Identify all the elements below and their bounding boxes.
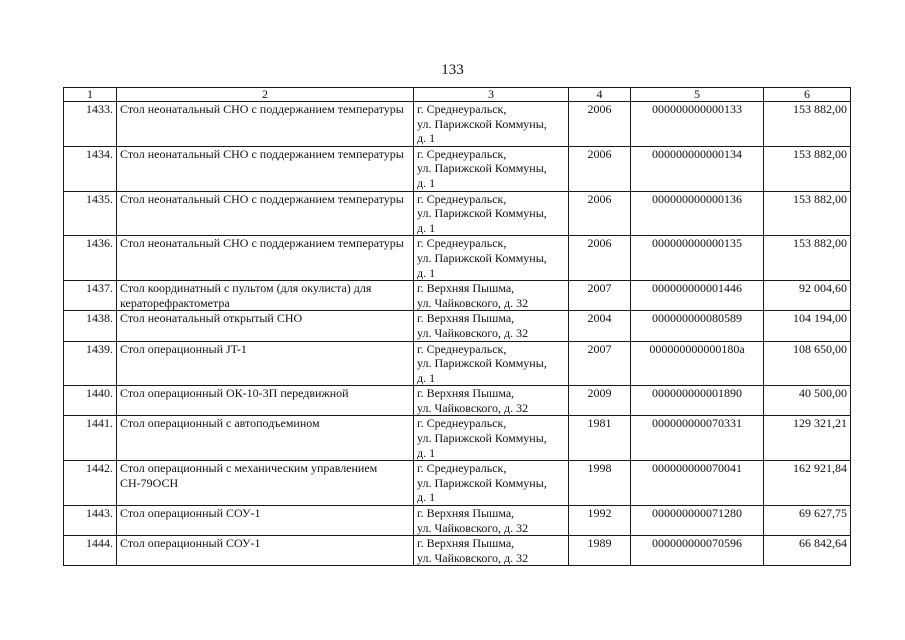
inventory-number: 000000000000135 bbox=[631, 236, 764, 281]
table-row bbox=[64, 281, 851, 311]
property-registry-table bbox=[63, 87, 851, 566]
table-row bbox=[64, 236, 851, 281]
item-name: Стол операционный с автоподъемином bbox=[117, 416, 414, 461]
item-year: 2006 bbox=[569, 236, 631, 281]
row-number: 1436. bbox=[64, 236, 117, 281]
item-cost: 162 921,84 bbox=[764, 461, 851, 506]
item-cost: 69 627,75 bbox=[764, 506, 851, 536]
table-row bbox=[64, 506, 851, 536]
item-cost: 104 194,00 bbox=[764, 311, 851, 341]
row-number: 1444. bbox=[64, 536, 117, 566]
inventory-number: 000000000001890 bbox=[631, 386, 764, 416]
item-year: 1989 bbox=[569, 536, 631, 566]
table-row bbox=[64, 311, 851, 341]
row-number: 1439. bbox=[64, 341, 117, 386]
row-number: 1443. bbox=[64, 506, 117, 536]
column-header: 1 bbox=[64, 88, 117, 102]
inventory-number: 000000000000180а bbox=[631, 341, 764, 386]
page-number: 133 bbox=[441, 62, 464, 78]
row-number: 1442. bbox=[64, 461, 117, 506]
row-number: 1434. bbox=[64, 146, 117, 191]
item-address: г. Верхняя Пышма, ул. Чайковского, д. 32 bbox=[414, 386, 569, 416]
item-name: Стол операционный с механическим управлением СН-79ОСН bbox=[117, 461, 414, 506]
column-header: 5 bbox=[631, 88, 764, 102]
item-year: 2006 bbox=[569, 191, 631, 236]
item-cost: 66 842,64 bbox=[764, 536, 851, 566]
item-name: Стол операционный СОУ-1 bbox=[117, 536, 414, 566]
item-address: г. Среднеуральск, ул. Парижской Коммуны, д. 1 bbox=[414, 461, 569, 506]
inventory-number: 000000000070041 bbox=[631, 461, 764, 506]
table-row bbox=[64, 386, 851, 416]
row-number: 1437. bbox=[64, 281, 117, 311]
item-name: Стол операционный ОК-10-3П передвижной bbox=[117, 386, 414, 416]
item-year: 2009 bbox=[569, 386, 631, 416]
item-name: Стол неонатальный СНО с поддержанием температуры bbox=[117, 102, 414, 147]
item-address: г. Верхняя Пышма, ул. Чайковского, д. 32 bbox=[414, 311, 569, 341]
row-number: 1433. bbox=[64, 102, 117, 147]
item-cost: 153 882,00 bbox=[764, 191, 851, 236]
row-number: 1441. bbox=[64, 416, 117, 461]
item-year: 2007 bbox=[569, 281, 631, 311]
item-address: г. Верхняя Пышма, ул. Чайковского, д. 32 bbox=[414, 281, 569, 311]
table-row bbox=[64, 102, 851, 147]
inventory-number: 000000000071280 bbox=[631, 506, 764, 536]
item-year: 2004 bbox=[569, 311, 631, 341]
item-cost: 129 321,21 bbox=[764, 416, 851, 461]
item-cost: 40 500,00 bbox=[764, 386, 851, 416]
item-year: 2007 bbox=[569, 341, 631, 386]
inventory-number: 000000000070331 bbox=[631, 416, 764, 461]
item-cost: 92 004,60 bbox=[764, 281, 851, 311]
item-name: Стол неонатальный СНО с поддержанием температуры bbox=[117, 191, 414, 236]
item-address: г. Среднеуральск, ул. Парижской Коммуны, д. 1 bbox=[414, 416, 569, 461]
table-row bbox=[64, 461, 851, 506]
table-row bbox=[64, 536, 851, 566]
item-name: Стол координатный с пультом (для окулиста) для кераторефрактометра bbox=[117, 281, 414, 311]
inventory-number: 000000000000134 bbox=[631, 146, 764, 191]
column-header: 2 bbox=[117, 88, 414, 102]
item-cost: 153 882,00 bbox=[764, 146, 851, 191]
item-address: г. Верхняя Пышма, ул. Чайковского, д. 32 bbox=[414, 536, 569, 566]
item-address: г. Среднеуральск, ул. Парижской Коммуны, д. 1 bbox=[414, 341, 569, 386]
item-name: Стол операционный JT-1 bbox=[117, 341, 414, 386]
table-row bbox=[64, 341, 851, 386]
item-year: 1992 bbox=[569, 506, 631, 536]
inventory-number: 000000000001446 bbox=[631, 281, 764, 311]
item-cost: 108 650,00 bbox=[764, 341, 851, 386]
item-address: г. Среднеуральск, ул. Парижской Коммуны, д. 1 bbox=[414, 191, 569, 236]
header-row bbox=[64, 88, 851, 102]
item-cost: 153 882,00 bbox=[764, 102, 851, 147]
item-year: 1981 bbox=[569, 416, 631, 461]
row-number: 1438. bbox=[64, 311, 117, 341]
inventory-number: 000000000080589 bbox=[631, 311, 764, 341]
item-address: г. Среднеуральск, ул. Парижской Коммуны, д. 1 bbox=[414, 146, 569, 191]
row-number: 1440. bbox=[64, 386, 117, 416]
item-name: Стол неонатальный открытый СНО bbox=[117, 311, 414, 341]
table-row bbox=[64, 191, 851, 236]
item-cost: 153 882,00 bbox=[764, 236, 851, 281]
item-year: 2006 bbox=[569, 102, 631, 147]
item-name: Стол неонатальный СНО с поддержанием температуры bbox=[117, 146, 414, 191]
table-row bbox=[64, 416, 851, 461]
item-year: 2006 bbox=[569, 146, 631, 191]
inventory-number: 000000000000136 bbox=[631, 191, 764, 236]
inventory-number: 000000000000133 bbox=[631, 102, 764, 147]
inventory-number: 000000000070596 bbox=[631, 536, 764, 566]
row-number: 1435. bbox=[64, 191, 117, 236]
item-address: г. Среднеуральск, ул. Парижской Коммуны, д. 1 bbox=[414, 102, 569, 147]
table-row bbox=[64, 146, 851, 191]
item-year: 1998 bbox=[569, 461, 631, 506]
item-address: г. Среднеуральск, ул. Парижской Коммуны, д. 1 bbox=[414, 236, 569, 281]
item-name: Стол неонатальный СНО с поддержанием температуры bbox=[117, 236, 414, 281]
item-name: Стол операционный СОУ-1 bbox=[117, 506, 414, 536]
column-header: 4 bbox=[569, 88, 631, 102]
item-address: г. Верхняя Пышма, ул. Чайковского, д. 32 bbox=[414, 506, 569, 536]
column-header: 3 bbox=[414, 88, 569, 102]
column-header: 6 bbox=[764, 88, 851, 102]
